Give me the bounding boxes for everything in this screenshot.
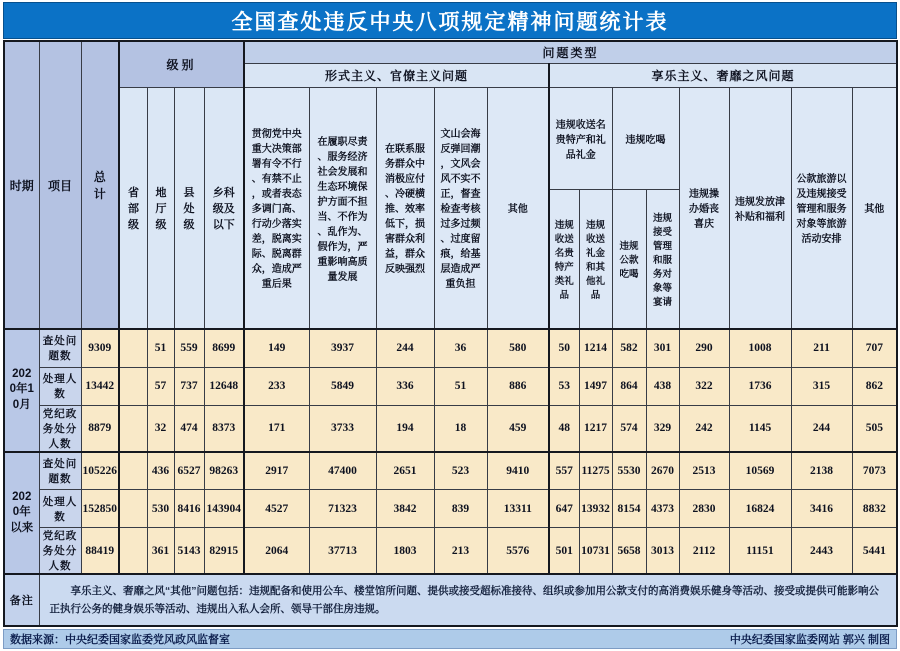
data-cell: 501 (549, 528, 579, 575)
footer-data-source: 数据来源：中央纪委国家监委党风政风监督室 (10, 634, 230, 646)
data-cell: 98263 (204, 452, 244, 490)
data-cell: 244 (376, 329, 434, 367)
data-cell: 301 (646, 329, 679, 367)
data-cell: 11151 (729, 528, 791, 575)
data-cell: 2112 (679, 528, 729, 575)
data-cell: 886 (487, 367, 549, 405)
footer-credit: 中央纪委国家监委网站 郭兴 制图 (729, 634, 890, 646)
row-label-cell: 党纪政务处分人数 (39, 528, 81, 575)
tail-col-header-allowances: 违规发放津补贴和福利 (729, 87, 791, 329)
statistics-table (3, 40, 898, 627)
data-cell: 1803 (376, 528, 434, 575)
data-cell: 5441 (852, 528, 897, 575)
data-cell: 5143 (174, 528, 204, 575)
data-cell: 2651 (376, 452, 434, 490)
data-cell: 1145 (729, 405, 791, 452)
data-cell: 50 (549, 329, 579, 367)
row-label-cell: 查处问题数 (39, 452, 81, 490)
data-cell: 361 (147, 528, 174, 575)
data-cell: 474 (174, 405, 204, 452)
data-cell: 505 (852, 405, 897, 452)
row-label-cell: 党纪政务处分人数 (39, 405, 81, 452)
data-cell: 6527 (174, 452, 204, 490)
data-cell: 5576 (487, 528, 549, 575)
data-cell: 2513 (679, 452, 729, 490)
item-column-header: 项目 (39, 41, 81, 329)
data-cell: 2670 (646, 452, 679, 490)
formalism-col-header-4: 文山会海反弹回潮，文风会风不实不正，督查检查考核过多过频、过度留痕，给基层造成严重负担 (434, 87, 487, 329)
gift-group-header: 违规收送名贵特产和礼品礼金 (549, 87, 612, 189)
period-cell-since-2020: 2020年以来 (4, 452, 39, 575)
data-cell: 4527 (244, 490, 309, 528)
data-cell: 707 (852, 329, 897, 367)
dining-group-header: 违规吃喝 (612, 87, 679, 189)
data-cell: 5849 (309, 367, 376, 405)
level-header-prefecture: 地厅级 (147, 87, 174, 329)
data-cell: 244 (791, 405, 852, 452)
data-cell: 47400 (309, 452, 376, 490)
data-cell: 5658 (612, 528, 646, 575)
data-cell: 51 (147, 329, 174, 367)
formalism-col-header-3: 在联系服务群众中消极应付、冷硬横推、效率低下，损害群众利益，群众反映强烈 (376, 87, 434, 329)
data-cell: 7073 (852, 452, 897, 490)
hedonism-group-header: 享乐主义、奢靡之风问题 (549, 63, 897, 87)
tail-col-header-wedding-funeral: 违规操办婚丧喜庆 (679, 87, 729, 329)
row-label-cell: 处理人数 (39, 367, 81, 405)
dining-subcol-header-banquets: 违规接受管理和服务对象等宴请 (646, 189, 679, 329)
data-cell: 11275 (579, 452, 612, 490)
note-label: 备注 (4, 574, 39, 626)
data-cell: 71323 (309, 490, 376, 528)
data-cell: 864 (612, 367, 646, 405)
gift-subcol-header-cash-gifts: 违规收送礼金和其他礼品 (579, 189, 612, 329)
page-title: 全国查处违反中央八项规定精神问题统计表 (3, 2, 897, 39)
data-cell: 2443 (791, 528, 852, 575)
data-cell: 436 (147, 452, 174, 490)
data-cell: 2064 (244, 528, 309, 575)
data-cell: 322 (679, 367, 729, 405)
data-cell (119, 367, 147, 405)
total-column-header: 总计 (81, 41, 119, 329)
data-cell: 53 (549, 367, 579, 405)
data-cell: 9309 (81, 329, 119, 367)
data-cell: 32 (147, 405, 174, 452)
data-cell: 10731 (579, 528, 612, 575)
period-column-header: 时期 (4, 41, 39, 329)
data-cell: 8154 (612, 490, 646, 528)
data-cell: 2138 (791, 452, 852, 490)
data-cell: 438 (646, 367, 679, 405)
data-cell: 647 (549, 490, 579, 528)
formalism-col-header-other: 其他 (487, 87, 549, 329)
data-cell: 3733 (309, 405, 376, 452)
data-cell: 8416 (174, 490, 204, 528)
data-cell: 233 (244, 367, 309, 405)
data-cell: 1008 (729, 329, 791, 367)
data-cell: 3013 (646, 528, 679, 575)
data-cell: 839 (434, 490, 487, 528)
data-cell: 530 (147, 490, 174, 528)
data-cell: 37713 (309, 528, 376, 575)
data-cell: 8699 (204, 329, 244, 367)
data-cell: 1217 (579, 405, 612, 452)
gift-subcol-header-specialty: 违规收送名贵特产类礼品 (549, 189, 579, 329)
data-cell: 2917 (244, 452, 309, 490)
data-cell: 8879 (81, 405, 119, 452)
formalism-col-header-2: 在履职尽责、服务经济社会发展和生态环境保护方面不担当、不作为、乱作为、假作为，严重影响高质量发展 (309, 87, 376, 329)
data-cell: 1497 (579, 367, 612, 405)
data-cell: 3416 (791, 490, 852, 528)
data-cell: 213 (434, 528, 487, 575)
data-cell: 105226 (81, 452, 119, 490)
data-cell (119, 490, 147, 528)
data-cell: 18 (434, 405, 487, 452)
level-header-county: 县处级 (174, 87, 204, 329)
data-cell: 16824 (729, 490, 791, 528)
data-cell: 10569 (729, 452, 791, 490)
data-cell: 149 (244, 329, 309, 367)
data-cell: 1214 (579, 329, 612, 367)
data-cell: 211 (791, 329, 852, 367)
footer-bar (3, 629, 897, 649)
data-cell: 152850 (81, 490, 119, 528)
level-header-provincial: 省部级 (119, 87, 147, 329)
row-label-cell: 处理人数 (39, 490, 81, 528)
data-cell: 8832 (852, 490, 897, 528)
data-cell: 36 (434, 329, 487, 367)
data-cell: 8373 (204, 405, 244, 452)
formalism-group-header: 形式主义、官僚主义问题 (244, 63, 549, 87)
data-cell: 5530 (612, 452, 646, 490)
data-cell: 580 (487, 329, 549, 367)
row-label-cell: 查处问题数 (39, 329, 81, 367)
data-cell: 559 (174, 329, 204, 367)
data-cell: 48 (549, 405, 579, 452)
data-cell: 290 (679, 329, 729, 367)
data-cell: 582 (612, 329, 646, 367)
data-cell (119, 528, 147, 575)
problem-type-header: 问题类型 (244, 41, 897, 63)
level-group-header: 级别 (119, 41, 244, 87)
data-cell: 574 (612, 405, 646, 452)
data-cell: 3842 (376, 490, 434, 528)
period-cell-oct-2020: 2020年10月 (4, 329, 39, 452)
data-cell: 1736 (729, 367, 791, 405)
tail-col-header-travel: 公款旅游以及违规接受管理和服务对象等旅游活动安排 (791, 87, 852, 329)
data-cell: 2830 (679, 490, 729, 528)
data-cell: 12648 (204, 367, 244, 405)
data-cell: 557 (549, 452, 579, 490)
data-cell (119, 405, 147, 452)
data-cell: 82915 (204, 528, 244, 575)
data-cell: 9410 (487, 452, 549, 490)
data-cell: 4373 (646, 490, 679, 528)
dining-subcol-header-public-funds: 违规公款吃喝 (612, 189, 646, 329)
data-cell: 523 (434, 452, 487, 490)
data-cell: 194 (376, 405, 434, 452)
data-cell: 329 (646, 405, 679, 452)
data-cell: 862 (852, 367, 897, 405)
data-cell: 242 (679, 405, 729, 452)
data-cell: 737 (174, 367, 204, 405)
note-text: 享乐主义、奢靡之风“其他”问题包括：违规配备和使用公车、楼堂馆所问题、提供或接受超标准接待、组织或参加用公款支付的高消费娱乐健身等活动、接受或提供可能影响公正执行公务的健身娱乐等活动、违规出入私人会所、领导干部住房违规。 (39, 574, 897, 626)
data-cell: 3937 (309, 329, 376, 367)
data-cell: 171 (244, 405, 309, 452)
tail-col-header-other: 其他 (852, 87, 897, 329)
data-cell: 88419 (81, 528, 119, 575)
data-cell (119, 329, 147, 367)
level-header-township: 乡科级及以下 (204, 87, 244, 329)
data-cell: 13932 (579, 490, 612, 528)
data-cell: 143904 (204, 490, 244, 528)
data-cell (119, 452, 147, 490)
data-cell: 13442 (81, 367, 119, 405)
data-cell: 459 (487, 405, 549, 452)
formalism-col-header-1: 贯彻党中央重大决策部署有令不行、有禁不止，或者表态多调门高、行动少落实差，脱离实际、脱离群众，造成严重后果 (244, 87, 309, 329)
data-cell: 13311 (487, 490, 549, 528)
data-cell: 336 (376, 367, 434, 405)
data-cell: 315 (791, 367, 852, 405)
data-cell: 57 (147, 367, 174, 405)
data-cell: 51 (434, 367, 487, 405)
